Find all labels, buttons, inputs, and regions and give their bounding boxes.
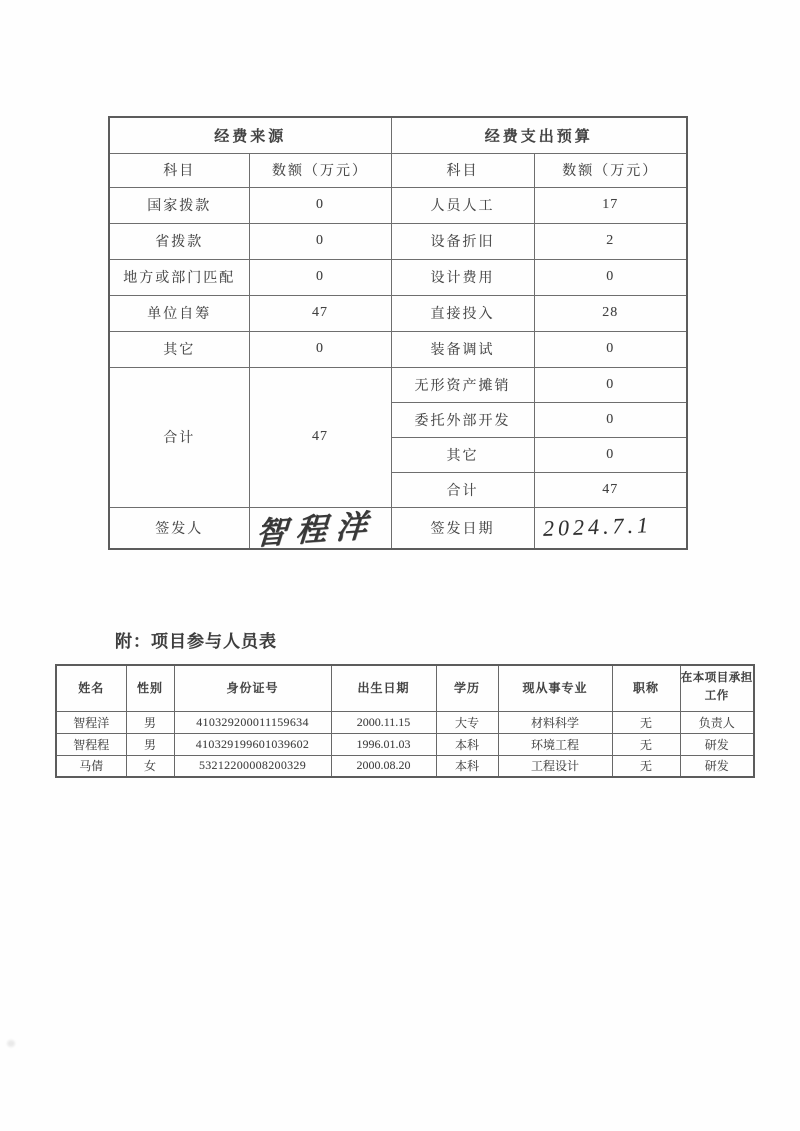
budget-row [109, 259, 687, 295]
id-number-cell: 410329200011159634 [174, 711, 331, 733]
project-role-cell: 研发 [680, 755, 754, 777]
birth-date-cell: 2000.11.15 [331, 711, 436, 733]
expense-amount: 0 [534, 402, 687, 437]
expense-subject: 委托外部开发 [391, 402, 534, 437]
expense-subject: 其它 [391, 437, 534, 472]
expense-amount: 0 [534, 437, 687, 472]
birth-date-header: 出生日期 [331, 665, 436, 711]
personnel-row [56, 755, 754, 777]
profession-header: 现从事专业 [498, 665, 612, 711]
budget-table [108, 116, 688, 550]
source-subject: 单位自筹 [109, 295, 249, 331]
budget-group-header-row [109, 117, 687, 153]
education-header: 学历 [436, 665, 498, 711]
expense-subject: 人员人工 [391, 187, 534, 223]
budget-row [109, 187, 687, 223]
signer-row [109, 507, 687, 549]
id-number-cell: 410329199601039602 [174, 733, 331, 755]
budget-row [109, 295, 687, 331]
source-subject: 国家拨款 [109, 187, 249, 223]
source-subject: 省拨款 [109, 223, 249, 259]
source-total-value: 47 [249, 367, 391, 507]
expense-subject: 设计费用 [391, 259, 534, 295]
profession-cell: 工程设计 [498, 755, 612, 777]
source-subject: 其它 [109, 331, 249, 367]
title-cell: 无 [612, 755, 680, 777]
title-cell: 无 [612, 733, 680, 755]
budget-subheader-row [109, 153, 687, 187]
expense-amount: 0 [534, 259, 687, 295]
expense-amount: 0 [534, 367, 687, 402]
source-subject-header: 科目 [109, 153, 249, 187]
personnel-header-row [56, 665, 754, 711]
gender-header: 性别 [126, 665, 174, 711]
expense-amount: 0 [534, 331, 687, 367]
education-cell: 本科 [436, 755, 498, 777]
id-number-header: 身份证号 [174, 665, 331, 711]
expense-subject: 设备折旧 [391, 223, 534, 259]
expenditure-budget-header: 经费支出预算 [391, 117, 687, 153]
expense-subject: 装备调试 [391, 331, 534, 367]
budget-row [109, 223, 687, 259]
name-cell: 马倩 [56, 755, 126, 777]
source-amount: 47 [249, 295, 391, 331]
funding-source-header: 经费来源 [109, 117, 391, 153]
source-amount: 0 [249, 187, 391, 223]
handwritten-signature: 智程洋 [254, 507, 377, 551]
name-cell: 智程程 [56, 733, 126, 755]
expense-subject: 无形资产摊销 [391, 367, 534, 402]
gender-cell: 男 [126, 733, 174, 755]
source-amount: 0 [249, 259, 391, 295]
education-cell: 本科 [436, 733, 498, 755]
expense-amount: 2 [534, 223, 687, 259]
id-number-cell: 53212200008200329 [174, 755, 331, 777]
expense-amount-header: 数额（万元） [534, 153, 687, 187]
gender-cell: 男 [126, 711, 174, 733]
expense-total-value: 47 [534, 472, 687, 507]
expense-subject-header: 科目 [391, 153, 534, 187]
scan-smudge-artifact [7, 1040, 15, 1047]
signer-label: 签发人 [109, 507, 249, 549]
issue-date-label: 签发日期 [391, 507, 534, 549]
source-amount: 0 [249, 331, 391, 367]
personnel-table-title: 附：项目参与人员表 [115, 632, 277, 651]
source-subject: 地方或部门匹配 [109, 259, 249, 295]
title-cell: 无 [612, 711, 680, 733]
title-header: 职称 [612, 665, 680, 711]
profession-cell: 材料科学 [498, 711, 612, 733]
issue-date-cell [534, 507, 687, 549]
birth-date-cell: 1996.01.03 [331, 733, 436, 755]
source-amount: 0 [249, 223, 391, 259]
birth-date-cell: 2000.08.20 [331, 755, 436, 777]
expense-amount: 17 [534, 187, 687, 223]
project-role-cell: 研发 [680, 733, 754, 755]
profession-cell: 环境工程 [498, 733, 612, 755]
budget-row [109, 367, 687, 402]
expense-subject: 直接投入 [391, 295, 534, 331]
education-cell: 大专 [436, 711, 498, 733]
gender-cell: 女 [126, 755, 174, 777]
source-total-label: 合计 [109, 367, 249, 507]
expense-total-label: 合计 [391, 472, 534, 507]
name-cell: 智程洋 [56, 711, 126, 733]
source-amount-header: 数额（万元） [249, 153, 391, 187]
personnel-row [56, 733, 754, 755]
budget-row [109, 331, 687, 367]
project-role-cell: 负责人 [680, 711, 754, 733]
handwritten-date: 2024.7.1 [542, 511, 652, 541]
name-header: 姓名 [56, 665, 126, 711]
signature-cell [249, 507, 391, 549]
personnel-row [56, 711, 754, 733]
personnel-table [55, 664, 755, 778]
expense-amount: 28 [534, 295, 687, 331]
project-role-header: 在本项目承担工作 [680, 665, 754, 711]
